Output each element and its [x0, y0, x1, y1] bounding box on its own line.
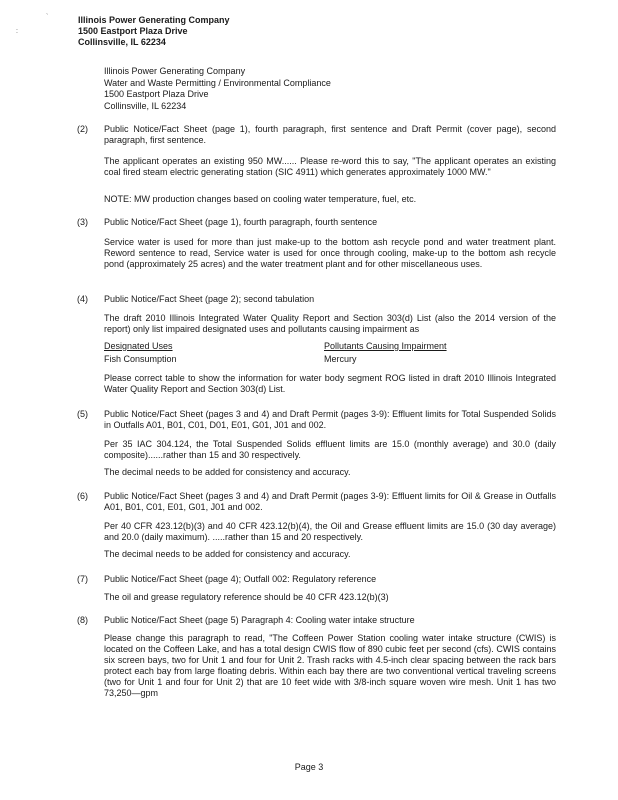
address-line: Illinois Power Generating Company — [104, 66, 246, 76]
item-paragraph: Per 40 CFR 423.12(b)(3) and 40 CFR 423.12(b)(4), the Oil and Grease effluent limits are 15.0 (30 day average) and 20.0 (daily maximum). .....rather than 15 and 20 respectively. — [104, 521, 556, 542]
margin-mark: ` — [46, 14, 49, 21]
table-header: Pollutants Causing Impairment — [324, 341, 447, 351]
item-title: Public Notice/Fact Sheet (page 5) Paragraph 4: Cooling water intake structure — [104, 615, 415, 625]
letterhead-company: Illinois Power Generating Company — [78, 15, 230, 25]
item-paragraph: The oil and grease regulatory reference should be 40 CFR 423.12(b)(3) — [104, 592, 389, 602]
item-title: Public Notice/Fact Sheet (page 2); second tabulation — [104, 294, 315, 304]
item-title: Public Notice/Fact Sheet (page 4); Outfall 002: Regulatory reference — [104, 574, 377, 584]
item-note: The decimal needs to be added for consistency and accuracy. — [104, 467, 351, 477]
address-line: Water and Waste Permitting / Environmental Compliance — [104, 77, 331, 88]
table-cell: Fish Consumption — [104, 354, 177, 364]
item-title: Public Notice/Fact Sheet (pages 3 and 4) and Draft Permit (pages 3-9): Effluent limits for Total Suspended Solids in Outfalls A01, B01, C01, D01, E01, G01, J01 and 002. — [104, 409, 556, 430]
table-cell: Mercury — [324, 354, 357, 364]
item-number: (4) — [77, 294, 88, 304]
item-number: (5) — [77, 409, 88, 419]
item-paragraph: Per 35 IAC 304.124, the Total Suspended Solids effluent limits are 15.0 (monthly average) and 30.0 (daily composite)......rather than 15 and 30 respectively. — [104, 439, 556, 460]
item-note: The decimal needs to be added for consistency and accuracy. — [104, 549, 351, 559]
item-number: (8) — [77, 615, 88, 625]
item-number: (7) — [77, 574, 88, 584]
item-paragraph: Please correct table to show the information for water body segment ROG listed in draft 2010 Illinois Integrated Water Quality Report and Section 303(d) List. — [104, 373, 556, 394]
address-line: Collinsville, IL 62234 — [104, 100, 187, 111]
address-block — [104, 66, 331, 112]
item-title: Public Notice/Fact Sheet (page 1), fourth paragraph, first sentence and Draft Permit (cover page), second paragraph, first sentence. — [104, 124, 556, 145]
item-paragraph: The draft 2010 Illinois Integrated Water Quality Report and Section 303(d) List (also the 2014 version of the report) only list impaired designated uses and pollutants causing impairment as — [104, 313, 556, 334]
margin-mark: : — [16, 28, 18, 35]
item-title: Public Notice/Fact Sheet (page 1), fourth paragraph, fourth sentence — [104, 217, 378, 227]
item-paragraph: Service water is used for more than just make-up to the bottom ash recycle pond and water treatment plant. Reword sentence to read, Service water is used for once through cooling, make-up to the bottom ash recycle pond (approximately 25 acres) and the water treatment plant and for other miscellaneous uses. — [104, 237, 556, 269]
table-header: Designated Uses — [104, 341, 173, 351]
item-paragraph: The applicant operates an existing 950 MW...... Please re-word this to say, "The applicant operates an existing coal fired steam electric generating station (SIC 4911) which generates approximately 1000 MW." — [104, 156, 556, 177]
item-number: (6) — [77, 491, 88, 501]
item-note: NOTE: MW production changes based on cooling water temperature, fuel, etc. — [104, 194, 417, 204]
item-paragraph: Please change this paragraph to read, "The Coffeen Power Station cooling water intake structure (CWIS) is located on the Coffeen Lake, and has a total design CWIS flow of 890 cubic feet per second (cfs). CWIS contains six screen bays, two for Unit 1 and four for Unit 2. Trash racks with 4.5-inch clear spacing between the rack bars protect each bay from large floating debris. Within each bay there are two conventional vertical traveling screens (two for Unit 1 and four for Unit 2) that are 10 feet wide with 3/8-inch square woven wire mesh. Unit 1 has two 73,250—gpm — [104, 633, 556, 698]
page-number: Page 3 — [294, 762, 324, 772]
letterhead-city: Collinsville, IL 62234 — [78, 37, 166, 47]
item-title: Public Notice/Fact Sheet (pages 3 and 4) and Draft Permit (pages 3-9): Effluent limits for Oil & Grease in Outfalls A01, B01, C01, E01, G01, J01 and 002. — [104, 491, 556, 512]
address-line: 1500 Eastport Plaza Drive — [104, 89, 209, 99]
item-number: (3) — [77, 217, 88, 227]
letterhead — [78, 15, 230, 48]
letterhead-street: 1500 Eastport Plaza Drive — [78, 26, 188, 36]
item-number: (2) — [77, 124, 88, 134]
